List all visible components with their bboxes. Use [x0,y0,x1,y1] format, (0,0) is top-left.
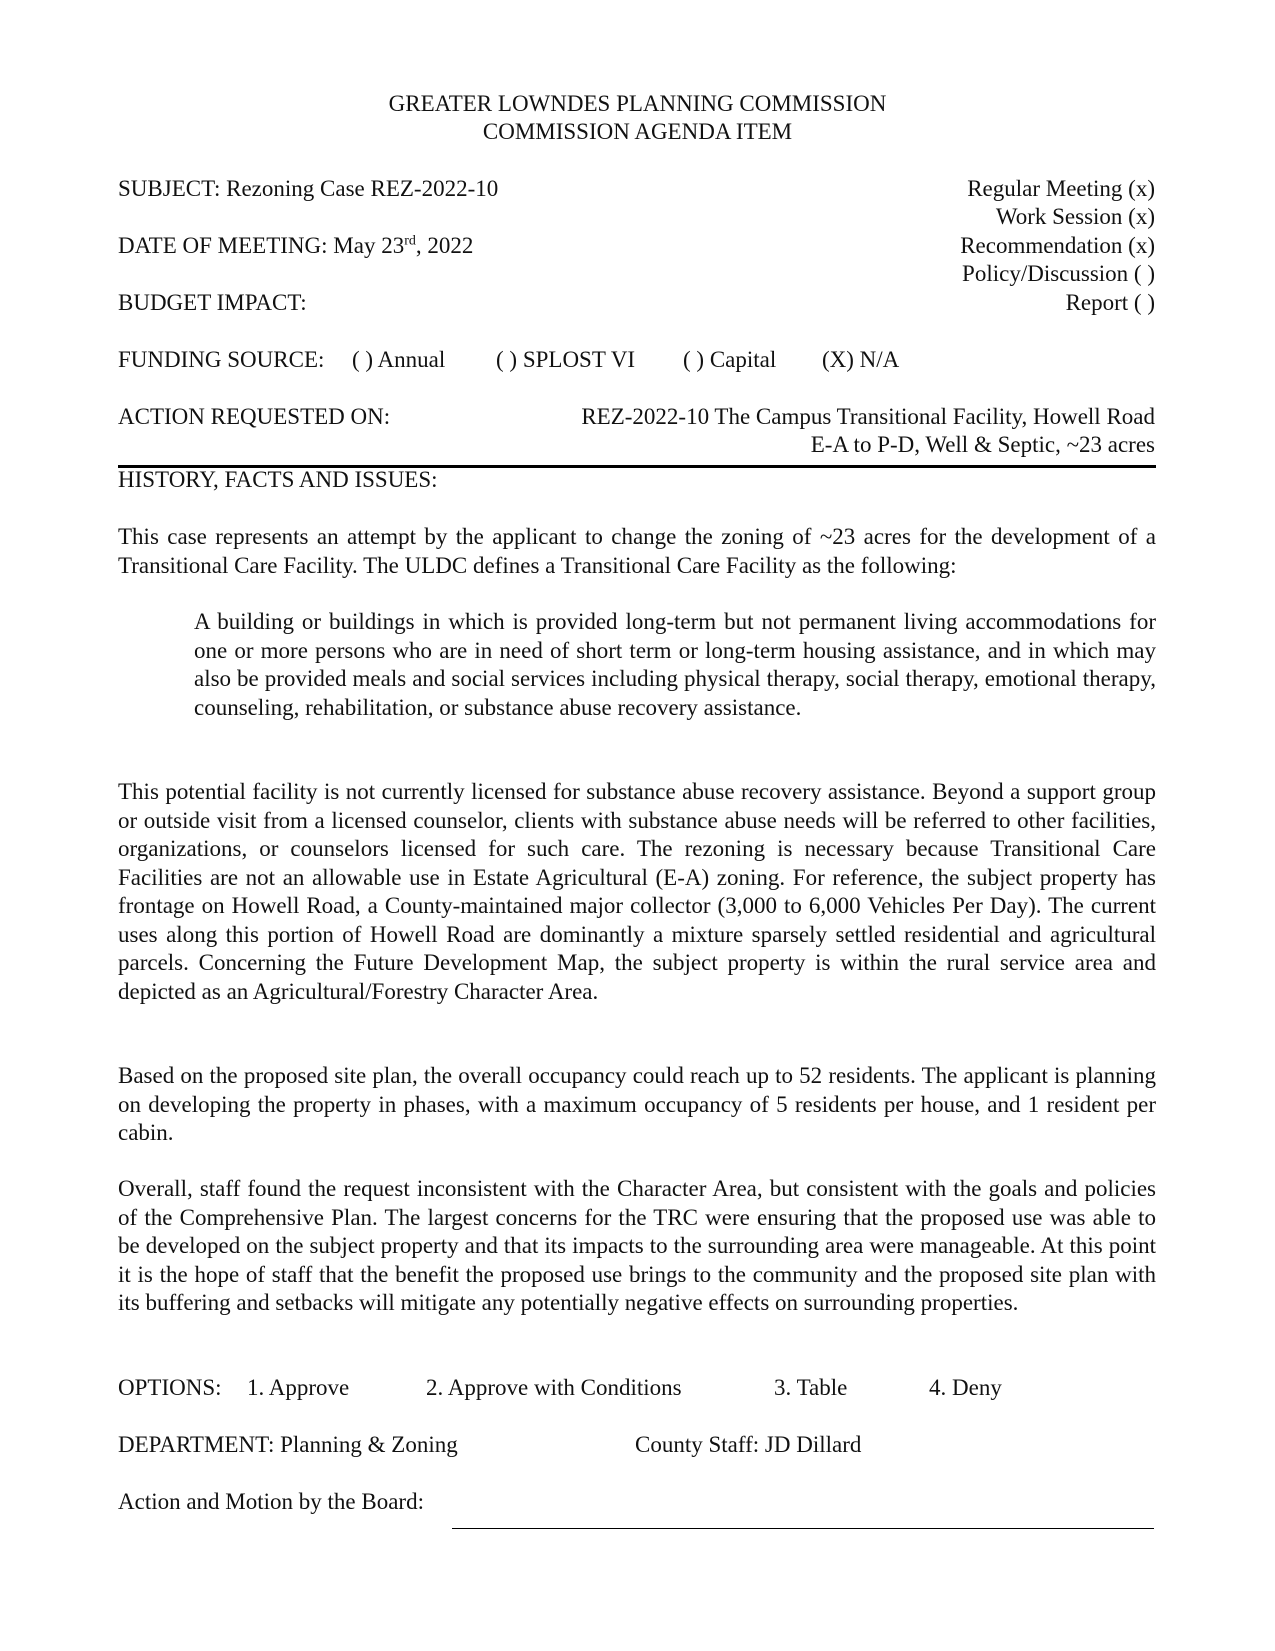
action-requested-label: ACTION REQUESTED ON: [118,404,391,429]
meeting-type-regular: Regular Meeting (x) [967,176,1155,201]
county-staff-field: County Staff: JD Dillard [635,1432,862,1457]
date-suffix: rd [404,233,416,249]
funding-na: (X) N/A [822,347,900,372]
header-subtitle: COMMISSION AGENDA ITEM [482,119,793,144]
funding-source-label: FUNDING SOURCE: [118,347,325,372]
history-heading: HISTORY, FACTS AND ISSUES: [118,467,438,492]
funding-annual: ( ) Annual [352,347,446,372]
option-table: 3. Table [774,1375,848,1400]
action-requested-line1: REZ-2022-10 The Campus Transitional Facility, Howell Road [581,404,1155,429]
subject-field: SUBJECT: Rezoning Case REZ-2022-10 [118,176,499,201]
funding-splost: ( ) SPLOST VI [496,347,636,372]
department-field: DEPARTMENT: Planning & Zoning [118,1432,458,1457]
action-motion-label: Action and Motion by the Board: [118,1489,424,1514]
options-label: OPTIONS: [118,1375,222,1400]
option-deny: 4. Deny [929,1375,1002,1400]
signature-line [452,1528,1154,1529]
meeting-type-report: Report ( ) [1065,290,1155,315]
budget-impact-field: BUDGET IMPACT: [118,290,307,315]
meeting-type-work-session: Work Session (x) [995,204,1155,229]
meeting-type-policy: Policy/Discussion ( ) [962,261,1155,286]
option-approve: 1. Approve [247,1375,350,1400]
date-of-meeting-field [118,232,473,261]
paragraph-intro: This case represents an attempt by the applicant to change the zoning of ~23 acres for the development of a Transitional Care Facility. The ULDC defines a Transitional Care Facility as the following: [118,524,1156,578]
funding-capital: ( ) Capital [683,347,777,372]
header-title: GREATER LOWNDES PLANNING COMMISSION [388,91,887,116]
option-approve-with-conditions: 2. Approve with Conditions [426,1375,682,1400]
definition-quote: A building or buildings in which is provided long-term but not permanent living accommodations for one or more persons who are in need of short term or long-term housing assistance, and in which may also be provided meals and social services including physical therapy, social therapy, emotional therapy, counseling, rehabilitation, or substance abuse recovery assistance. [194,609,1156,720]
paragraph-staff-findings: Overall, staff found the request inconsistent with the Character Area, but consistent with the goals and policies of the Comprehensive Plan. The largest concerns for the TRC were ensuring that the proposed use was able to be developed on the subject property and that its impacts to the surrounding area were manageable. At this point it is the hope of staff that the benefit the proposed use brings to the community and the proposed site plan with its buffering and setbacks will mitigate any potentially negative effects on surrounding properties. [118,1176,1156,1315]
paragraph-occupancy: Based on the proposed site plan, the overall occupancy could reach up to 52 residents. The applicant is planning on developing the property in phases, with a maximum occupancy of 5 residents per house, and 1 resident per cabin. [118,1063,1156,1145]
meeting-type-recommendation: Recommendation (x) [960,233,1155,258]
paragraph-licensing: This potential facility is not currently licensed for substance abuse recovery assistance. Beyond a support group or outside visit from a licensed counselor, clients with substance abuse needs will be referred to other facilities, organizations, or counselors licensed for such care. The rezoning is necessary because Transitional Care Facilities are not an allowable use in Estate Agricultural (E-A) zoning. For reference, the subject property has frontage on Howell Road, a County-maintained major collector (3,000 to 6,000 Vehicles Per Day). The current uses along this portion of Howell Road are dominantly a mixture sparsely settled residential and agricultural parcels. Concerning the Future Development Map, the subject property is within the rural service area and depicted as an Agricultural/Forestry Character Area. [118,779,1156,1004]
date-label: DATE OF MEETING: May 23 [118,233,405,258]
action-requested-line2: E-A to P-D, Well & Septic, ~23 acres [810,432,1155,457]
date-year: , 2022 [415,233,474,258]
